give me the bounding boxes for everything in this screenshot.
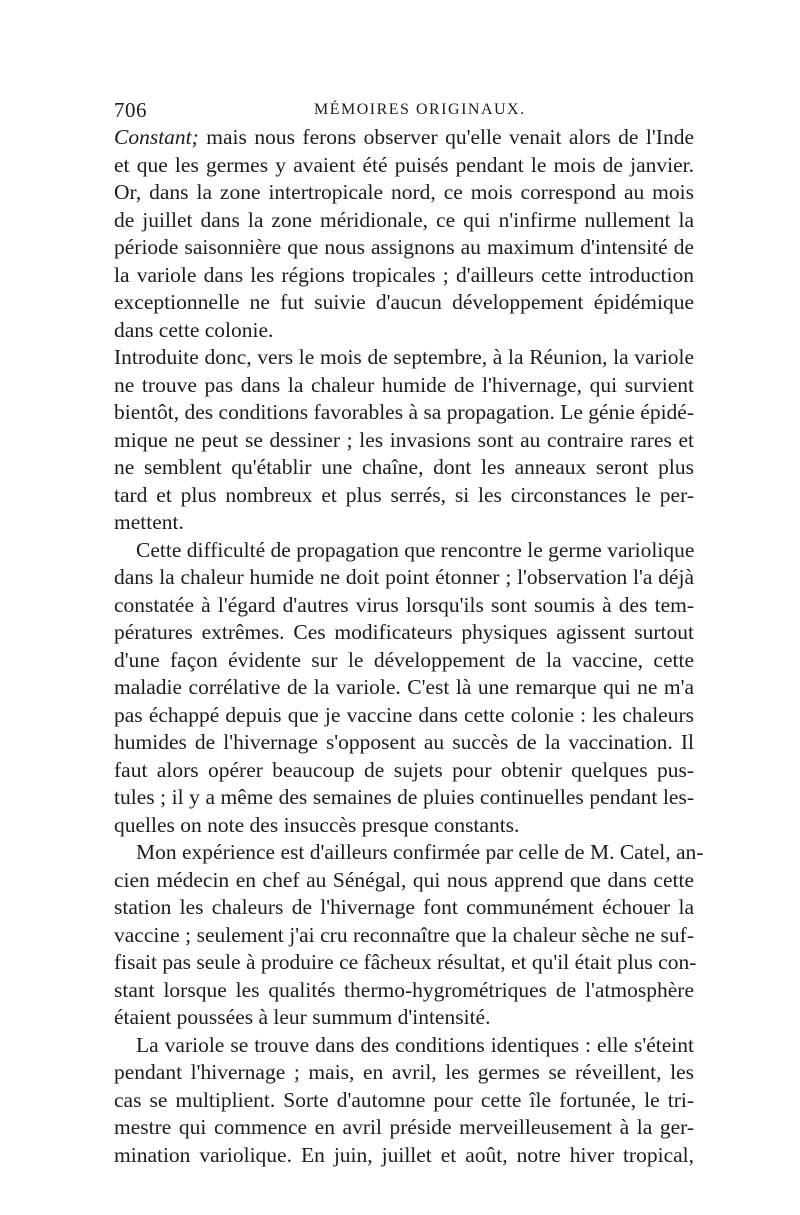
- text-line: Introduite donc, vers le mois de septembre, à la Réunion, la variole: [114, 345, 694, 369]
- text-line: la variole dans les régions tropicales ; d'ailleurs cette introduction: [114, 262, 694, 287]
- text-line: de juillet dans la zone méridionale, ce qui n'infirme nullement la: [114, 207, 694, 232]
- text-line: exceptionnelle ne fut suivie d'aucun développement épidémique: [114, 290, 694, 314]
- page-number: 706: [114, 98, 147, 122]
- text-line: mestre qui commence en avril préside merveilleusement à la ger-: [114, 1115, 694, 1139]
- text-line: dans la chaleur humide ne doit point étonner ; l'observation l'a déjà: [114, 565, 694, 589]
- text-line: quelles on note des insuccès presque constants.: [114, 812, 520, 837]
- text-line: ne semblent qu'établir une chaîne, dont les anneaux seront plus: [114, 455, 694, 479]
- text-line: dans cette colonie.: [114, 317, 274, 342]
- text-line: mettent.: [114, 510, 184, 534]
- text-line: d'une façon évidente sur le développement de la vaccine, cette: [114, 647, 694, 672]
- text-line: tard et plus nombreux et plus serrés, si les circonstances le per-: [114, 482, 694, 507]
- text-line: et que les germes y avaient été puisés pendant le mois de janvier.: [114, 152, 694, 177]
- text-line: bientôt, des conditions favorables à sa propagation. Le génie épidé-: [114, 400, 694, 424]
- running-head: [114, 98, 694, 124]
- text-line: station les chaleurs de l'hivernage font communément échouer la: [114, 895, 694, 919]
- body-text: [114, 124, 704, 1169]
- text-line-content: mais nous ferons observer qu'elle venait alors de l'Inde: [198, 125, 694, 149]
- text-line: vaccine ; seulement j'ai cru reconnaître que la chaleur sèche ne suf-: [114, 922, 694, 947]
- text-line: fisait pas seule à produire ce fâcheux résultat, et qu'il était plus con-: [114, 950, 697, 974]
- text-line: stant lorsque les qualités thermo-hygrométriques de l'atmosphère: [114, 977, 694, 1002]
- text-line: Or, dans la zone intertropicale nord, ce mois correspond au mois: [114, 180, 694, 204]
- text-line: cas se multiplient. Sorte d'automne pour cette île fortunée, le tri-: [114, 1087, 694, 1112]
- text-line: humides de l'hivernage s'opposent au succès de la vaccination. Il: [114, 730, 694, 754]
- text-line: mination variolique. En juin, juillet et août, notre hiver tropical,: [114, 1142, 694, 1167]
- text-line: cien médecin en chef au Sénégal, qui nous apprend que dans cette: [114, 867, 694, 892]
- italic-word: Constant;: [114, 125, 199, 149]
- text-line: tules ; il y a même des semaines de pluies continuelles pendant les-: [114, 785, 694, 809]
- running-title: MÉMOIRES ORIGINAUX.: [314, 101, 526, 118]
- text-line: mique ne peut se dessiner ; les invasions sont au contraire rares et: [114, 427, 694, 452]
- text-line: faut alors opérer beaucoup de sujets pour obtenir quelques pus-: [114, 757, 694, 782]
- text-line: période saisonnière que nous assignons au maximum d'intensité de: [114, 235, 694, 259]
- text-line: pas échappé depuis que je vaccine dans cette colonie : les chaleurs: [114, 702, 694, 727]
- text-line: La variole se trouve dans des conditions identiques : elle s'éteint: [136, 1032, 694, 1057]
- text-line: maladie corrélative de la variole. C'est là une remarque qui ne m'a: [114, 675, 694, 699]
- text-line: pendant l'hivernage ; mais, en avril, les germes se réveillent, les: [114, 1060, 694, 1084]
- text-line: pératures extrêmes. Ces modificateurs physiques agissent surtout: [114, 620, 694, 644]
- text-line: Mon expérience est d'ailleurs confirmée par celle de M. Catel, an-: [136, 840, 704, 864]
- text-line: [114, 124, 694, 152]
- text-line: Cette difficulté de propagation que rencontre le germe variolique: [136, 537, 695, 562]
- text-line: étaient poussées à leur summum d'intensité.: [114, 1005, 491, 1029]
- text-line: constatée à l'égard d'autres virus lorsqu'ils sont soumis à des tem-: [114, 592, 694, 617]
- text-line: ne trouve pas dans la chaleur humide de l'hivernage, qui survient: [114, 372, 694, 397]
